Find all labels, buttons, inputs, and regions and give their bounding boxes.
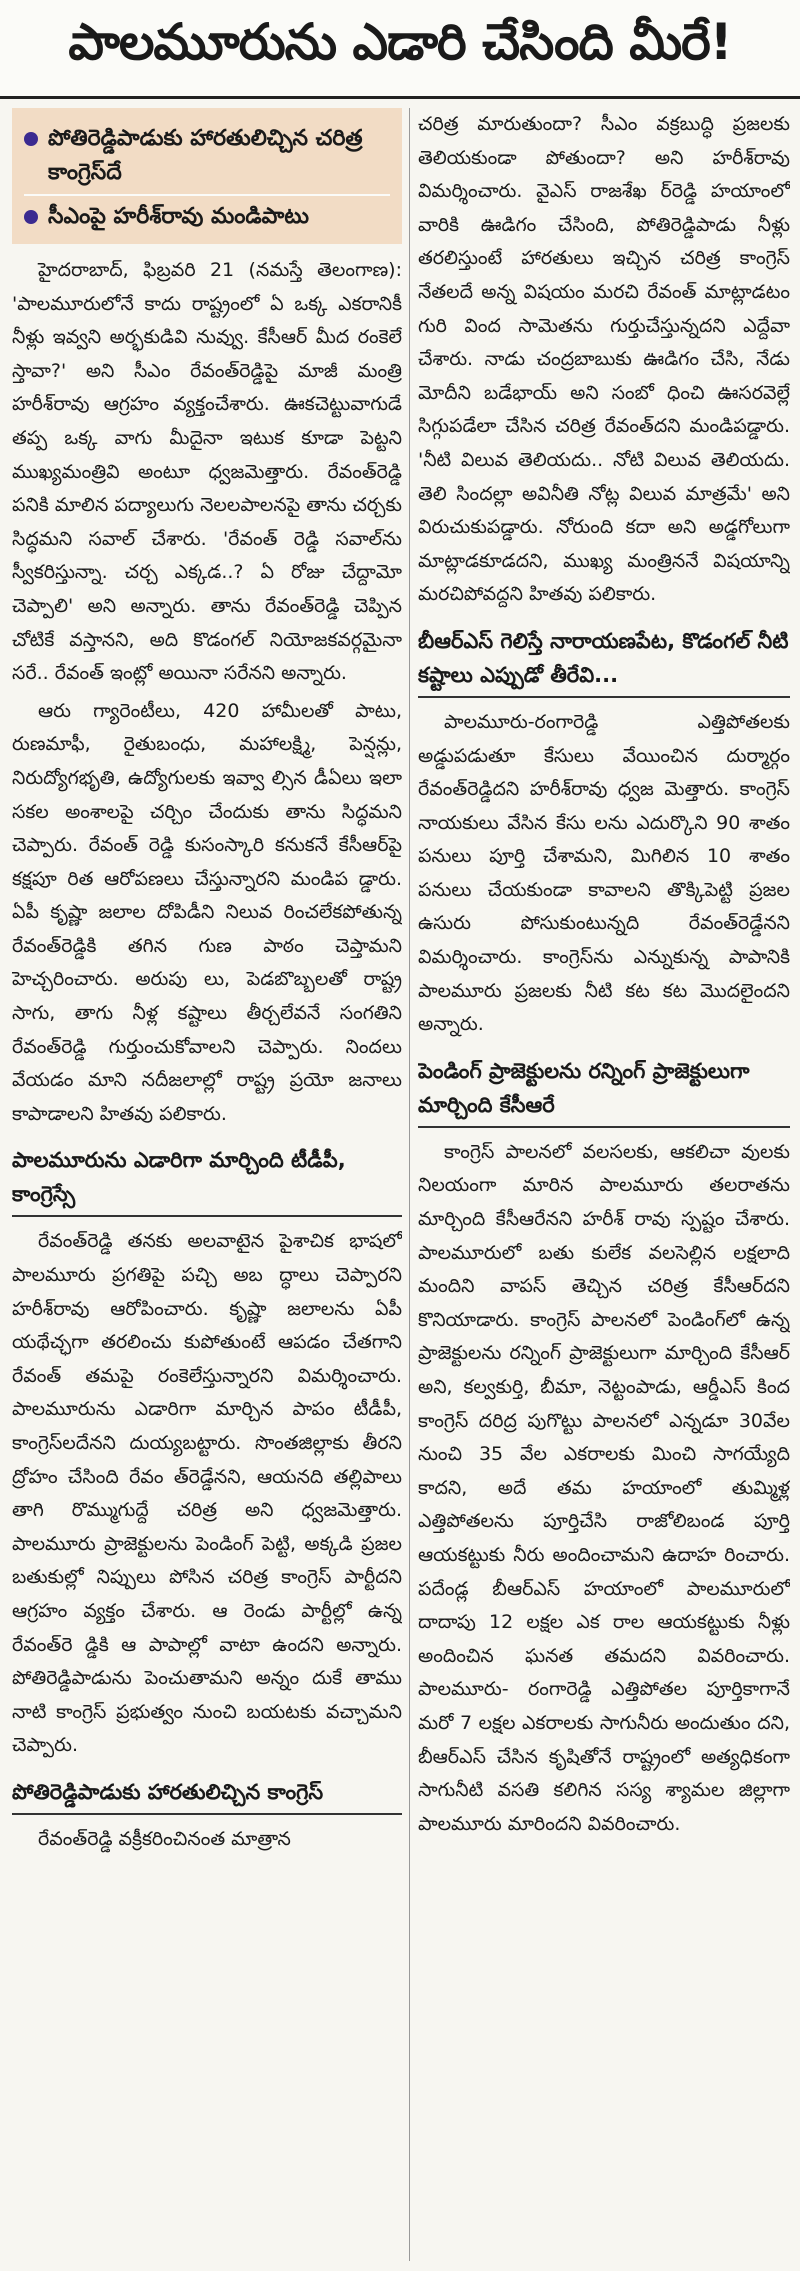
bullet-icon bbox=[24, 132, 38, 146]
paragraph: చరిత్ర మారుతుందా? సీఎం వక్రబుద్ధి ప్రజలకు తెలియకుండా పోతుందా? అని హరీశ్‌రావు విమర్శించారు. వైఎస్ రాజశేఖ ర్‌రెడ్డి హయాంలో వారికి ఊడిగం చేసింది, పోతిరెడ్డిపాడు నీళ్లు తరలిస్తుంటే హారతులు ఇచ్చిన చరిత్ర కాంగ్రెస్ నేతలదే అన్న విషయం మరచి రేవంత్ మాట్లాడటం గురి వింద సామెతను గుర్తుచేస్తున్నదని ఎద్దేవా చేశారు. నాడు చంద్రబాబుకు ఊడిగం చేసి, నేడు మోదీని బడేభాయ్ అని సంబో ధించి ఊసరవెల్లే సిగ్గుపడేలా చేసిన చరిత్ర రేవంత్‌దని మండిపడ్డారు. 'నీటి విలువ తెలియదు.. నోటి విలువ తెలియదు. తెలి సిందల్లా అవినీతి నోట్ల విలువ మాత్రమే' అని విరుచుకుపడ్డారు. నోరుంది కదా అని అడ్డగోలుగా మాట్లాడకూడదని, ముఖ్య మంత్రిననే విషయాన్ని మరచిపోవద్దని హితవు పలికారు. bbox=[418, 113, 790, 606]
highlight-item bbox=[24, 194, 390, 238]
section-heading: పాలమూరును ఎడారిగా మార్చింది టీడీపీ, కాంగ్రెస్సే bbox=[12, 1143, 402, 1217]
paragraph: కాంగ్రెస్ పాలనలో వలసలకు, ఆకలిచా వులకు నిలయంగా మారిన పాలమూరు తలరాతను మార్చింది కేసీఆరేనని హరీశ్ రావు స్పష్టం చేశారు. పాలమూరులో బతు కులేక వలసెల్లిన లక్షలాది మందిని వాపస్ తెచ్చిన చరిత్ర కేసీఆర్‌దని కొనియాడారు. కాంగ్రెస్ పాలనలో పెండింగ్‌లో ఉన్న ప్రాజెక్టులను రన్నింగ్ ప్రాజెక్టులుగా మార్చింది కేసీఆర్ అని, కల్వకుర్తి, బీమా, నెట్టంపాడు, ఆర్డీఎస్ కింద కాంగ్రెస్ దరిద్ర పుగొట్టు పాలనలో ఎన్నడూ 30వేల నుంచి 35 వేల ఎకరాలకు మించి సాగయ్యేది కాదని, అదే తమ హయాంలో తుమ్మిళ్ల ఎత్తిపోతలను పూర్తిచేసి రాజోలిబండ పూర్తి ఆయకట్టుకు నీరు అందించామని ఉదాహ రించారు. పదేండ్ల బీఆర్ఎస్ హయాంలో పాలమూరులో దాదాపు 12 లక్షల ఎక రాల ఆయకట్టుకు నీళ్లు అందించిన ఘనత తమదని వివరించారు. పాలమూరు- రంగారెడ్డి ఎత్తిపోతల పూర్తికాగానే మరో 7 లక్షల ఎకరాలకు సాగునీరు అందుతుం దని, బీఆర్ఎస్ చేసిన కృషితోనే రాష్ట్రంలో అత్యధికంగా సాగునీటి వసతి కలిగిన సస్య శ్యామల జిల్లాగా పాలమూరు మారిందని వివరించారు. bbox=[418, 1140, 790, 1835]
highlights-box bbox=[12, 108, 402, 244]
section-heading: పెండింగ్ ప్రాజెక్టులను రన్నింగ్ ప్రాజెక్టులుగా మార్చింది కేసీఆరే bbox=[418, 1054, 790, 1128]
bullet-icon bbox=[24, 210, 38, 224]
headline: పాలమూరును ఎడారి చేసింది మీరే! bbox=[0, 0, 800, 99]
section-heading: బీఆర్ఎస్ గెలిస్తే నారాయణపేట, కొడంగల్ నీటి కష్టాలు ఎప్పుడో తీరేవి... bbox=[418, 624, 790, 698]
left-column bbox=[12, 108, 402, 2261]
paragraph: పాలమూరు-రంగారెడ్డి ఎత్తిపోతలకు అడ్డుపడుతూ కేసులు వేయించిన దుర్మార్గం రేవంత్‌రెడ్డిదని హరీశ్‌రావు ధ్వజ మెత్తారు. కాంగ్రెస్ నాయకులు వేసిన కేసు లను ఎదుర్కొని 90 శాతం పనులు పూర్తి చేశామని, మిగిలిన 10 శాతం పనులు చేయకుండా కావాలని తొక్కిపెట్టి ప్రజల ఉసురు పోసుకుంటున్నది రేవంత్‌రెడ్డేనని విమర్శించారు. కాంగ్రెస్‌ను ఎన్నుకున్న పాపానికి పాలమూరు ప్రజలకు నీటి కట కట మొదలైందని అన్నారు. bbox=[418, 710, 790, 1036]
paragraph: రేవంత్‌రెడ్డి తనకు అలవాటైన పైశాచిక భాషలో పాలమూరు ప్రగతిపై పచ్చి అబ ద్ధాలు చెప్పారని హరీశ్‌రావు ఆరోపించారు. కృష్ణా జలాలను ఏపీ యథేచ్ఛగా తరలించు కుపోతుంటే ఆపడం చేతగాని రేవంత్ తమపై రంకెలేస్తున్నారని విమర్శించారు. పాలమూరును ఎడారిగా మార్చిన పాపం టీడీపీ, కాంగ్రెస్‌లదేనని దుయ్యబట్టారు. సొంతజిల్లాకు తీరని ద్రోహం చేసింది రేవం త్‌రెడ్డేనని, ఆయనది తల్లిపాలు తాగి రొమ్ముగుద్దే చరిత్ర అని ధ్వజమెత్తారు. పాలమూరు ప్రాజెక్టులను పెండింగ్ పెట్టి, అక్కడి ప్రజల బతుకుల్లో నిప్పులు పోసిన చరిత్ర కాంగ్రెస్ పార్టీదని ఆగ్రహం వ్యక్తం చేశారు. ఆ రెండు పార్టీల్లో ఉన్న రేవంత్‌రె డ్డికి ఆ పాపాల్లో వాటా ఉందని అన్నారు. పోతిరెడ్డిపాడును పెంచుతామని అన్నం దుకే తాము నాటి కాంగ్రెస్ ప్రభుత్వం నుంచి బయటకు వచ్చామని చెప్పారు. bbox=[12, 1230, 402, 1757]
paragraph: ఆరు గ్యారెంటీలు, 420 హామీలతో పాటు, రుణమాఫీ, రైతుబంధు, మహాలక్ష్మి, పెన్షన్లు, నిరుద్యోగభృతి, ఉద్యోగులకు ఇవ్వా ల్సిన డీఏలు ఇలా సకల అంశాలపై చర్చిం చేందుకు తాను సిద్ధమని చెప్పారు. రేవంత్ రెడ్డి కుసంస్కారి కనుకనే కేసీఆర్‌పై కక్షపూ రిత ఆరోపణలు చేస్తున్నారని మండిప డ్డారు. ఏపీ కృష్ణా జలాల దోపిడీని నిలువ రించలేకపోతున్న రేవంత్‌రెడ్డికి తగిన గుణ పాఠం చెప్తామని హెచ్చరించారు. అరుపు లు, పెడబొబ్బలతో రాష్ట్ర సాగు, తాగు నీళ్ల కష్టాలు తీర్చలేవనే సంగతిని రేవంత్‌రెడ్డి గుర్తుంచుకోవాలని చెప్పారు. నిందలు వేయడం మాని నదీజలాల్లో రాష్ట్ర ప్రయో జనాలు కాపాడాలని హితవు పలికారు. bbox=[12, 699, 402, 1125]
highlight-item bbox=[24, 118, 390, 194]
column-divider bbox=[409, 108, 410, 2261]
section-heading: పోతిరెడ్డిపాడుకు హారతులిచ్చిన కాంగ్రెస్ bbox=[12, 1775, 402, 1815]
highlight-text: పోతిరెడ్డిపాడుకు హారతులిచ్చిన చరిత్ర కాంగ్రెస్‌దే bbox=[48, 126, 363, 185]
paragraph: రేవంత్‌రెడ్డి వక్రీకరించినంత మాత్రాన bbox=[38, 1827, 291, 1850]
highlight-text: సీఎంపై హరీశ్‌రావు మండిపాటు bbox=[48, 204, 309, 229]
paragraph: హైదరాబాద్, ఫిబ్రవరి 21 (నమస్తే తెలంగాణ): 'పాలమూరులోనే కాదు రాష్ట్రంలో ఏ ఒక్క ఎకరానికీ నీళ్లు ఇవ్వని అర్భకుడివి నువ్వు. కేసీఆర్ మీద రంకెలే స్తావా?' అని సీఎం రేవంత్‌రెడ్డిపై మాజీ మంత్రి హరీశ్‌రావు ఆగ్రహం వ్యక్తంచేశారు. ఊకచెట్టువాగుడే తప్ప ఒక్క వాగు మీదైనా ఇటుక కూడా పెట్టని ముఖ్యమంత్రివి అంటూ ధ్వజమెత్తారు. రేవంత్‌రెడ్డి పనికి మాలిన పద్యాలుగు నెలలపాలనపై తాను చర్చకు సిద్ధమని సవాల్ చేశారు. 'రేవంత్ రెడ్డి సవాల్‌ను స్వీకరిస్తున్నా. చర్చ ఎక్కడ..? ఏ రోజు చేద్దామో చెప్పాలి' అని అన్నారు. తాను రేవంత్‌రెడ్డి చెప్పిన చోటికే వస్తానని, అది కొడంగల్ నియోజకవర్గమైనా సరే.. రేవంత్ ఇంట్లో అయినా సరేనని అన్నారు. bbox=[12, 259, 402, 685]
right-column bbox=[418, 108, 790, 2261]
